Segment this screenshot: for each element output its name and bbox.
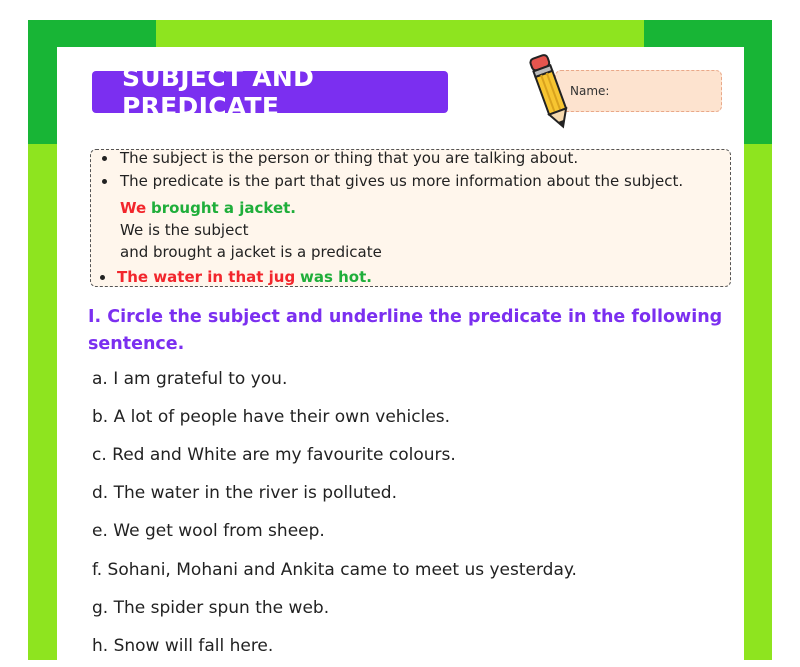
name-label: Name: bbox=[570, 84, 610, 98]
example-explanation-1: We is the subject bbox=[120, 221, 249, 239]
subject-definition: The subject is the person or thing that you are talking about. bbox=[120, 149, 579, 167]
bullet-dot bbox=[100, 275, 105, 280]
question-item-b: b. A lot of people have their own vehicles. bbox=[92, 407, 451, 427]
question-item-f: f. Sohani, Mohani and Ankita came to meet us yesterday. bbox=[92, 560, 577, 580]
question-item-e: e. We get wool from sheep. bbox=[92, 521, 325, 541]
name-field[interactable] bbox=[555, 70, 722, 112]
example-2-subject: The water in that jug bbox=[117, 268, 296, 286]
example-sentence-1 bbox=[120, 199, 296, 217]
question-item-h: h. Snow will fall here. bbox=[92, 636, 274, 656]
pencil-icon bbox=[528, 52, 578, 134]
question-item-c: c. Red and White are my favourite colours. bbox=[92, 445, 456, 465]
info-box bbox=[90, 149, 731, 287]
bullet-dot bbox=[102, 156, 107, 161]
question-item-d: d. The water in the river is polluted. bbox=[92, 483, 398, 503]
example-1-predicate: brought a jacket. bbox=[150, 199, 297, 217]
question-item-a: a. I am grateful to you. bbox=[92, 369, 288, 389]
example-1-subject: We bbox=[120, 199, 147, 217]
example-explanation-2: and brought a jacket is a predicate bbox=[120, 243, 382, 261]
title-banner bbox=[92, 63, 448, 121]
question-item-g: g. The spider spun the web. bbox=[92, 598, 330, 618]
bullet-dot bbox=[102, 179, 107, 184]
exercise-instruction: I. Circle the subject and underline the predicate in the following sentence. bbox=[88, 307, 723, 354]
example-sentence-2 bbox=[117, 268, 372, 286]
example-2-predicate: was hot. bbox=[300, 268, 372, 286]
page-title: SUBJECT AND PREDICATE bbox=[122, 63, 315, 121]
predicate-definition: The predicate is the part that gives us more information about the subject. bbox=[120, 172, 684, 190]
